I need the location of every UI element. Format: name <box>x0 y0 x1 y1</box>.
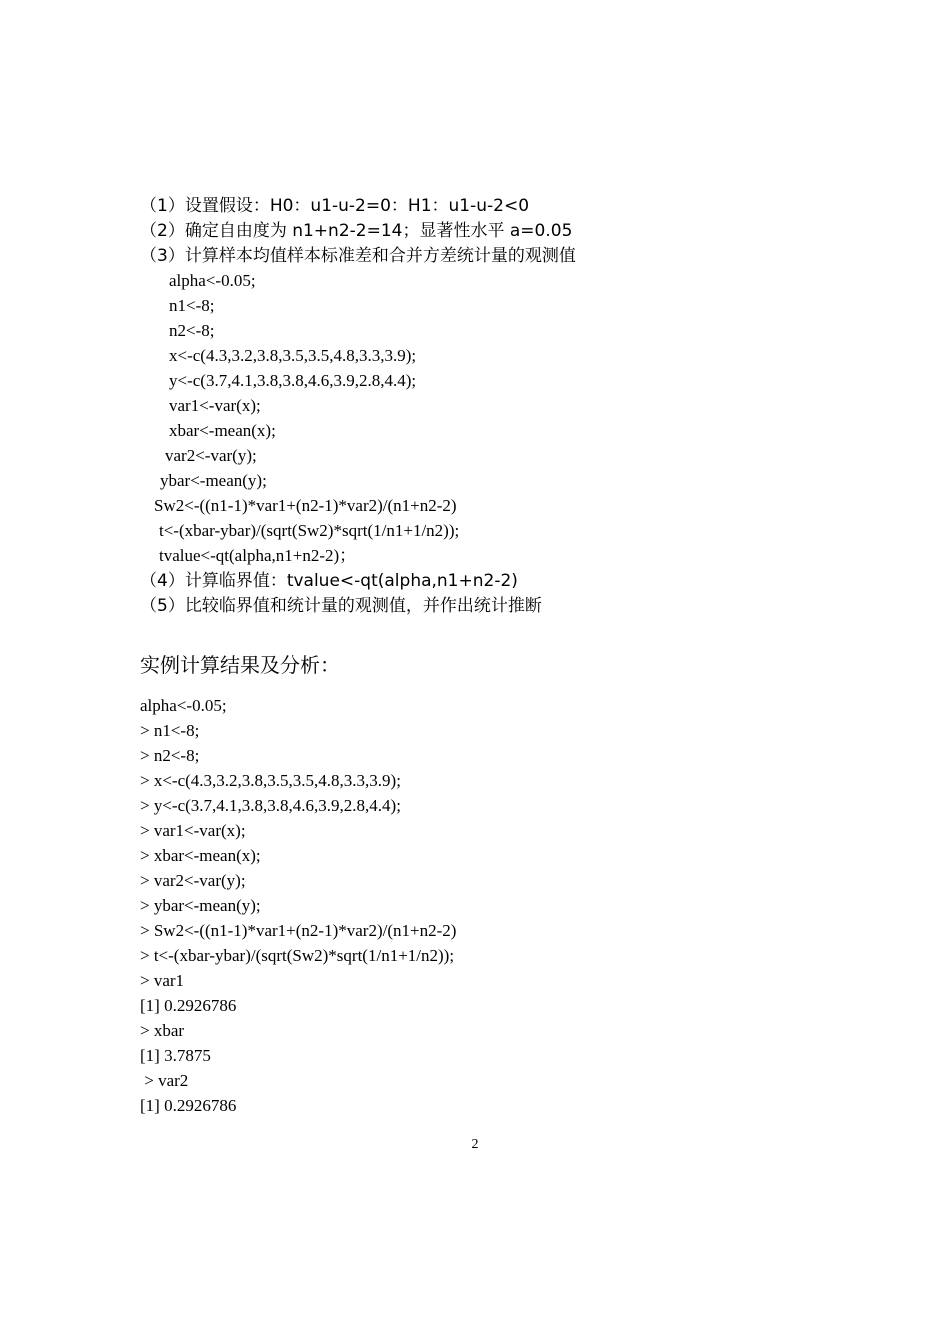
console-line: > x<-c(4.3,3.2,3.8,3.5,3.5,4.8,3.3,3.9); <box>140 771 401 790</box>
step-5-compare-and-infer: （5）比较临界值和统计量的观测值，并作出统计推断 <box>140 596 542 616</box>
console-output: [1] 3.7875 <box>140 1046 211 1065</box>
console-line: > var2 <box>140 1071 189 1090</box>
console-line: > ybar<-mean(y); <box>140 896 261 915</box>
console-line: > t<-(xbar-ybar)/(sqrt(Sw2)*sqrt(1/n1+1/n2)); <box>140 946 455 965</box>
section-title: 实例计算结果及分析： <box>140 653 340 677</box>
step-4-critical-value: （4）计算临界值：tvalue<-qt(alpha,n1+n2-2) <box>140 571 518 591</box>
console-line: > xbar<-mean(x); <box>140 846 261 865</box>
code-line: var2<-var(y); <box>165 446 257 465</box>
code-line: x<-c(4.3,3.2,3.8,3.5,3.5,4.8,3.3,3.9); <box>169 346 417 365</box>
page-number: 2 <box>471 1137 479 1152</box>
console-line: > n2<-8; <box>140 746 200 765</box>
code-line: n2<-8; <box>169 321 215 340</box>
code-line: y<-c(3.7,4.1,3.8,3.8,4.6,3.9,2.8,4.4); <box>169 371 417 390</box>
code-line: var1<-var(x); <box>169 396 261 415</box>
code-line: ybar<-mean(y); <box>160 471 267 490</box>
step-2-degrees-of-freedom: （2）确定自由度为 n1+n2-2=14；显著性水平 a=0.05 <box>140 221 573 241</box>
console-line: alpha<-0.05; <box>140 696 227 715</box>
code-line: Sw2<-((n1-1)*var1+(n2-1)*var2)/(n1+n2-2) <box>154 496 457 515</box>
code-line: t<-(xbar-ybar)/(sqrt(Sw2)*sqrt(1/n1+1/n2)); <box>159 521 460 540</box>
console-line: > Sw2<-((n1-1)*var1+(n2-1)*var2)/(n1+n2-2) <box>140 921 457 940</box>
console-output: [1] 0.2926786 <box>140 1096 237 1115</box>
step-3-compute-statistics: （3）计算样本均值样本标准差和合并方差统计量的观测值 <box>140 246 576 266</box>
console-output: [1] 0.2926786 <box>140 996 237 1015</box>
console-line: > xbar <box>140 1021 185 1040</box>
console-line: > y<-c(3.7,4.1,3.8,3.8,4.6,3.9,2.8,4.4); <box>140 796 401 815</box>
code-line: tvalue<-qt(alpha,n1+n2-2)； <box>159 546 357 565</box>
console-line: > var1<-var(x); <box>140 821 246 840</box>
code-line: xbar<-mean(x); <box>169 421 276 440</box>
code-line: alpha<-0.05; <box>169 271 256 290</box>
console-line: > n1<-8; <box>140 721 200 740</box>
code-line: n1<-8; <box>169 296 215 315</box>
console-line: > var2<-var(y); <box>140 871 246 890</box>
console-line: > var1 <box>140 971 185 990</box>
step-1-hypothesis: （1）设置假设：H0：u1-u-2=0：H1：u1-u-2<0 <box>140 196 530 216</box>
